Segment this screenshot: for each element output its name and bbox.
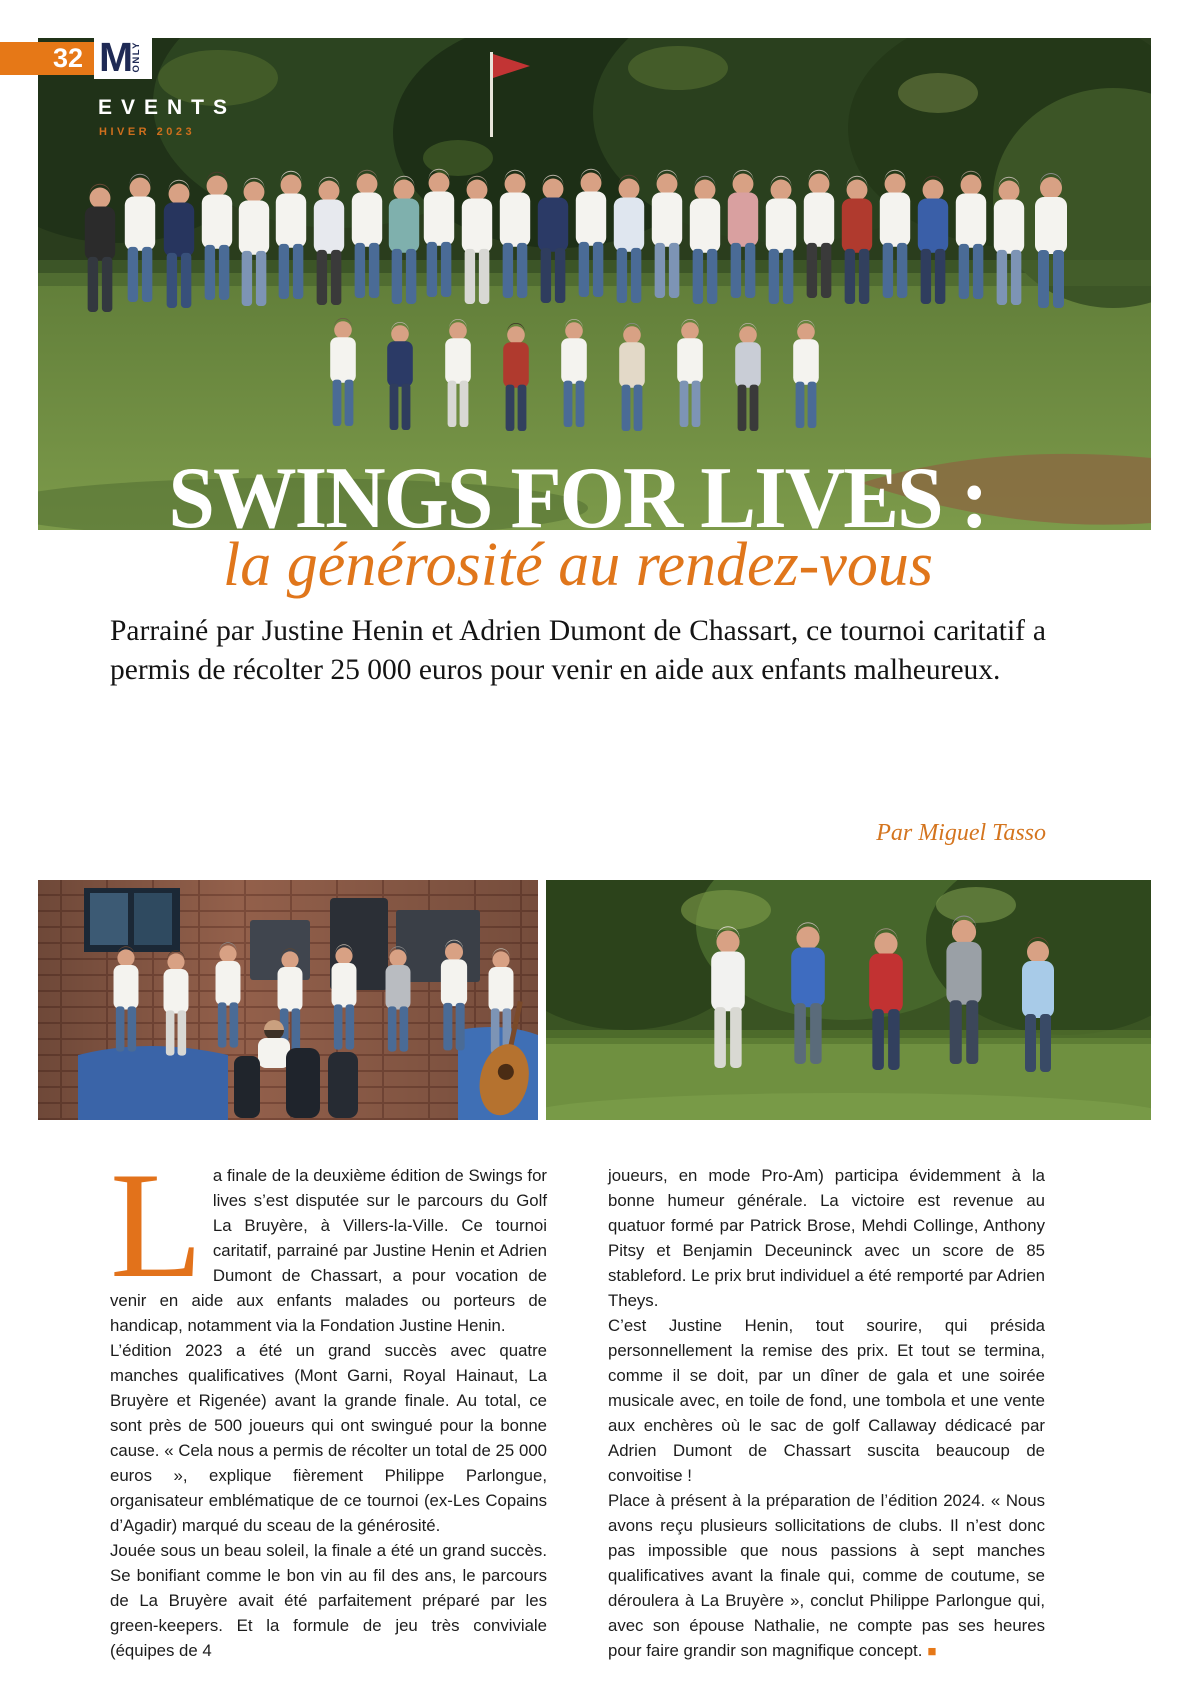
lead-paragraph: Parrainé par Justine Henin et Adrien Dumont de Chassart, ce tournoi caritatif a permis de récolter 25 000 euros pour venir en aide aux enfants malheureux. xyxy=(110,615,1046,687)
article-title: SWINGS FOR LIVES : xyxy=(168,450,987,547)
indoor-photo-illustration xyxy=(38,880,538,1120)
paragraph xyxy=(110,1538,547,1663)
photo-winners-group xyxy=(546,880,1151,1120)
article-column-right xyxy=(608,1163,1045,1664)
article-body xyxy=(110,1141,1046,1664)
photo-indoor-group xyxy=(38,880,538,1120)
page-number: 32 xyxy=(52,43,83,73)
section-label: EVENTS xyxy=(98,96,237,119)
page-number-badge xyxy=(0,42,94,75)
winners-photo-illustration xyxy=(546,880,1151,1120)
paragraph-text: a finale de la deuxième édition de Swings for lives s’est disputée sur le parcours du Golf La Bruyère, à Villers-la-Ville. Ce tournoi caritatif, parrainé par Justine Henin et Adrien Dumont de Chassart, a pour vocation de venir en aide aux enfants malades ou porteurs de handicap, notamment via la Fondation Justine Henin. xyxy=(110,1166,547,1335)
brand-logo xyxy=(94,34,152,80)
article-subtitle: la générosité au rendez-vous xyxy=(223,531,933,599)
paragraph-text: Jouée sous un beau soleil, la finale a été un grand succès. Se bonifiant comme le bon vin au fil des ans, le parcours de La Bruyère avait été parfaitement préparé par les green-keepers. Et la formule de jeu très conviviale (équipes de 4 xyxy=(110,1541,547,1660)
paragraph-text: joueurs, en mode Pro-Am) participa évidemment à la bonne humeur générale. La victoire est revenue au quatuor formé par Patrick Brose, Mehdi Collinge, Anthony Pitsy et Benjamin Deceuninck avec un score de 85 stableford. Le prix brut individuel a été remporté par Adrien Theys. xyxy=(608,1166,1045,1310)
paragraph xyxy=(608,1313,1045,1488)
end-mark: ■ xyxy=(927,1643,937,1660)
paragraph xyxy=(608,1488,1045,1664)
article-column-left xyxy=(110,1141,547,1664)
window xyxy=(84,888,180,952)
drop-cap: L xyxy=(110,1141,203,1309)
paragraph-text: C’est Justine Henin, tout sourire, qui présida personnellement la remise des prix. Et tout se termina, comme il se doit, par un dîner de gala et une soirée musicale avec, en toile de fond, une tombola et une vente aux enchères où le sac de golf Callaway dédicacé par Adrien Dumont de Chassart suscita beaucoup de convoitise ! xyxy=(608,1316,1045,1485)
byline: Par Miguel Tasso xyxy=(876,820,1046,846)
paragraph-text: Place à présent à la préparation de l’édition 2024. « Nous avons reçu plusieurs sollicitations de clubs. Il n’est donc pas impossible que nous passions à sept manches qualificatives avant la finale qui, comme de coutume, se déroulera à La Bruyère », conclut Philippe Parlongue qui, avec son épouse Nathalie, ne compte pas ses heures pour faire grandir son magnifique concept. xyxy=(608,1491,1045,1660)
paragraph xyxy=(110,1141,547,1338)
paragraph xyxy=(110,1338,547,1538)
paragraph-text: L’édition 2023 a été un grand succès avec quatre manches qualificatives (Mont Garni, Royal Hainaut, La Bruyère et Rigenée) avant la grande finale. Au total, ce sont près de 500 joueurs qui ont swingué pour la bonne cause. « Cela nous a permis de récolter un total de 25 000 euros », explique fièrement Philippe Parlongue, organisateur emblématique de ce tournoi (ex-Les Copains d’Agadir) marqué du sceau de la générosité. xyxy=(110,1341,547,1535)
issue-label: HIVER 2023 xyxy=(99,126,196,138)
brand-m-letter: M xyxy=(99,34,132,80)
brand-only-label: ONLY xyxy=(131,41,142,73)
paragraph xyxy=(608,1163,1045,1313)
